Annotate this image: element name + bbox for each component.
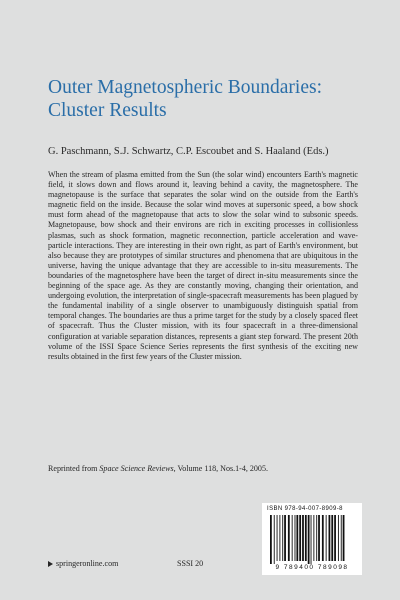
barcode-bar	[341, 515, 342, 561]
barcode-bar	[326, 515, 327, 561]
publisher-website-link[interactable]	[48, 559, 118, 569]
barcode-image	[270, 515, 354, 564]
series-code: SSSI 20	[177, 559, 204, 568]
barcode-bar	[299, 515, 301, 561]
barcode-bar	[338, 515, 339, 561]
book-title	[48, 76, 368, 122]
barcode-bar	[296, 515, 298, 561]
arrow-right-icon	[48, 561, 53, 567]
barcode-bar	[329, 515, 331, 561]
back-cover-description: When the stream of plasma emitted from the Sun (the solar wind) encounters Earth's magnetic field, it slows down and flows around it, leaving behind a cavity, the magnetosphere. The magnetopause is the surface that separates the solar wind on the outside from the Earth's magnetic field on the inside. Because the solar wind moves at supersonic speed, a bow shock must form ahead of the magnetopause that acts to slow the solar wind to subsonic speeds. Magnetopause, bow shock and their environs are rich in exciting processes in collisionless plasmas, such as shock formation, magnetic reconnection, particle acceleration and wave-particle interactions. They are interesting in their own right, as part of Earth's environment, but also because they are prototypes of similar structures and phenomena that are ubiquitous in the universe, having the unique advantage that they are accessible to in-situ measurements. The boundaries of the magnetosphere have been the target of direct in-situ measurements since the beginning of the space age. As they are constantly moving, changing their orientation, and undergoing evolution, the interpretation of single-spacecraft measurements has been plagued by the fundamental inability of a single observer to unambiguously distinguish spatial from temporal changes. The boundaries are thus a prime target for the study by a closely spaced fleet of spacecraft. Thus the Cluster mission, with its four spacecraft in a three-dimensional configuration at variable separation distances, represents a giant step forward. The present 20th volume of the ISSI Space Science Series represents the first synthesis of the exciting new results obtained in the first few years of the Cluster mission.	[48, 170, 358, 361]
barcode-bar	[302, 515, 304, 561]
barcode-bar	[292, 515, 293, 561]
barcode-bar	[270, 515, 272, 564]
barcode-number: 9 789400 789098	[275, 564, 349, 571]
barcode-bar	[331, 515, 333, 561]
publisher-website-label: springeronline.com	[56, 559, 119, 568]
editors-line: G. Paschmann, S.J. Schwartz, C.P. Escoubet and S. Haaland (Eds.)	[48, 146, 329, 157]
reprint-prefix: Reprinted from	[48, 464, 100, 473]
reprint-suffix: , Volume 118, Nos.1-4, 2005.	[173, 464, 268, 473]
barcode-bar	[305, 515, 307, 561]
barcode-bar	[322, 515, 324, 561]
barcode-bar	[288, 515, 290, 561]
reprint-journal: Space Science Reviews	[99, 464, 174, 473]
book-title-line1: Outer Magnetospheric Boundaries:	[48, 77, 323, 98]
barcode-bar	[316, 515, 317, 561]
barcode-bar	[311, 515, 312, 564]
isbn-barcode-block	[262, 503, 362, 575]
book-title-line2: Cluster Results	[48, 100, 167, 121]
barcode-bar	[334, 515, 336, 561]
barcode-bar	[313, 515, 314, 561]
isbn-text: ISBN 978-94-007-8909-8	[267, 506, 343, 512]
barcode-bar	[343, 515, 345, 561]
barcode-bar	[308, 515, 310, 564]
barcode-bar	[279, 515, 280, 561]
barcode-bar	[295, 515, 296, 561]
reprint-note	[48, 464, 368, 474]
barcode-bar	[318, 515, 320, 561]
barcode-bar	[284, 515, 286, 561]
barcode-bar	[274, 515, 275, 564]
barcode-bar	[282, 515, 283, 561]
barcode-bar	[277, 515, 278, 561]
